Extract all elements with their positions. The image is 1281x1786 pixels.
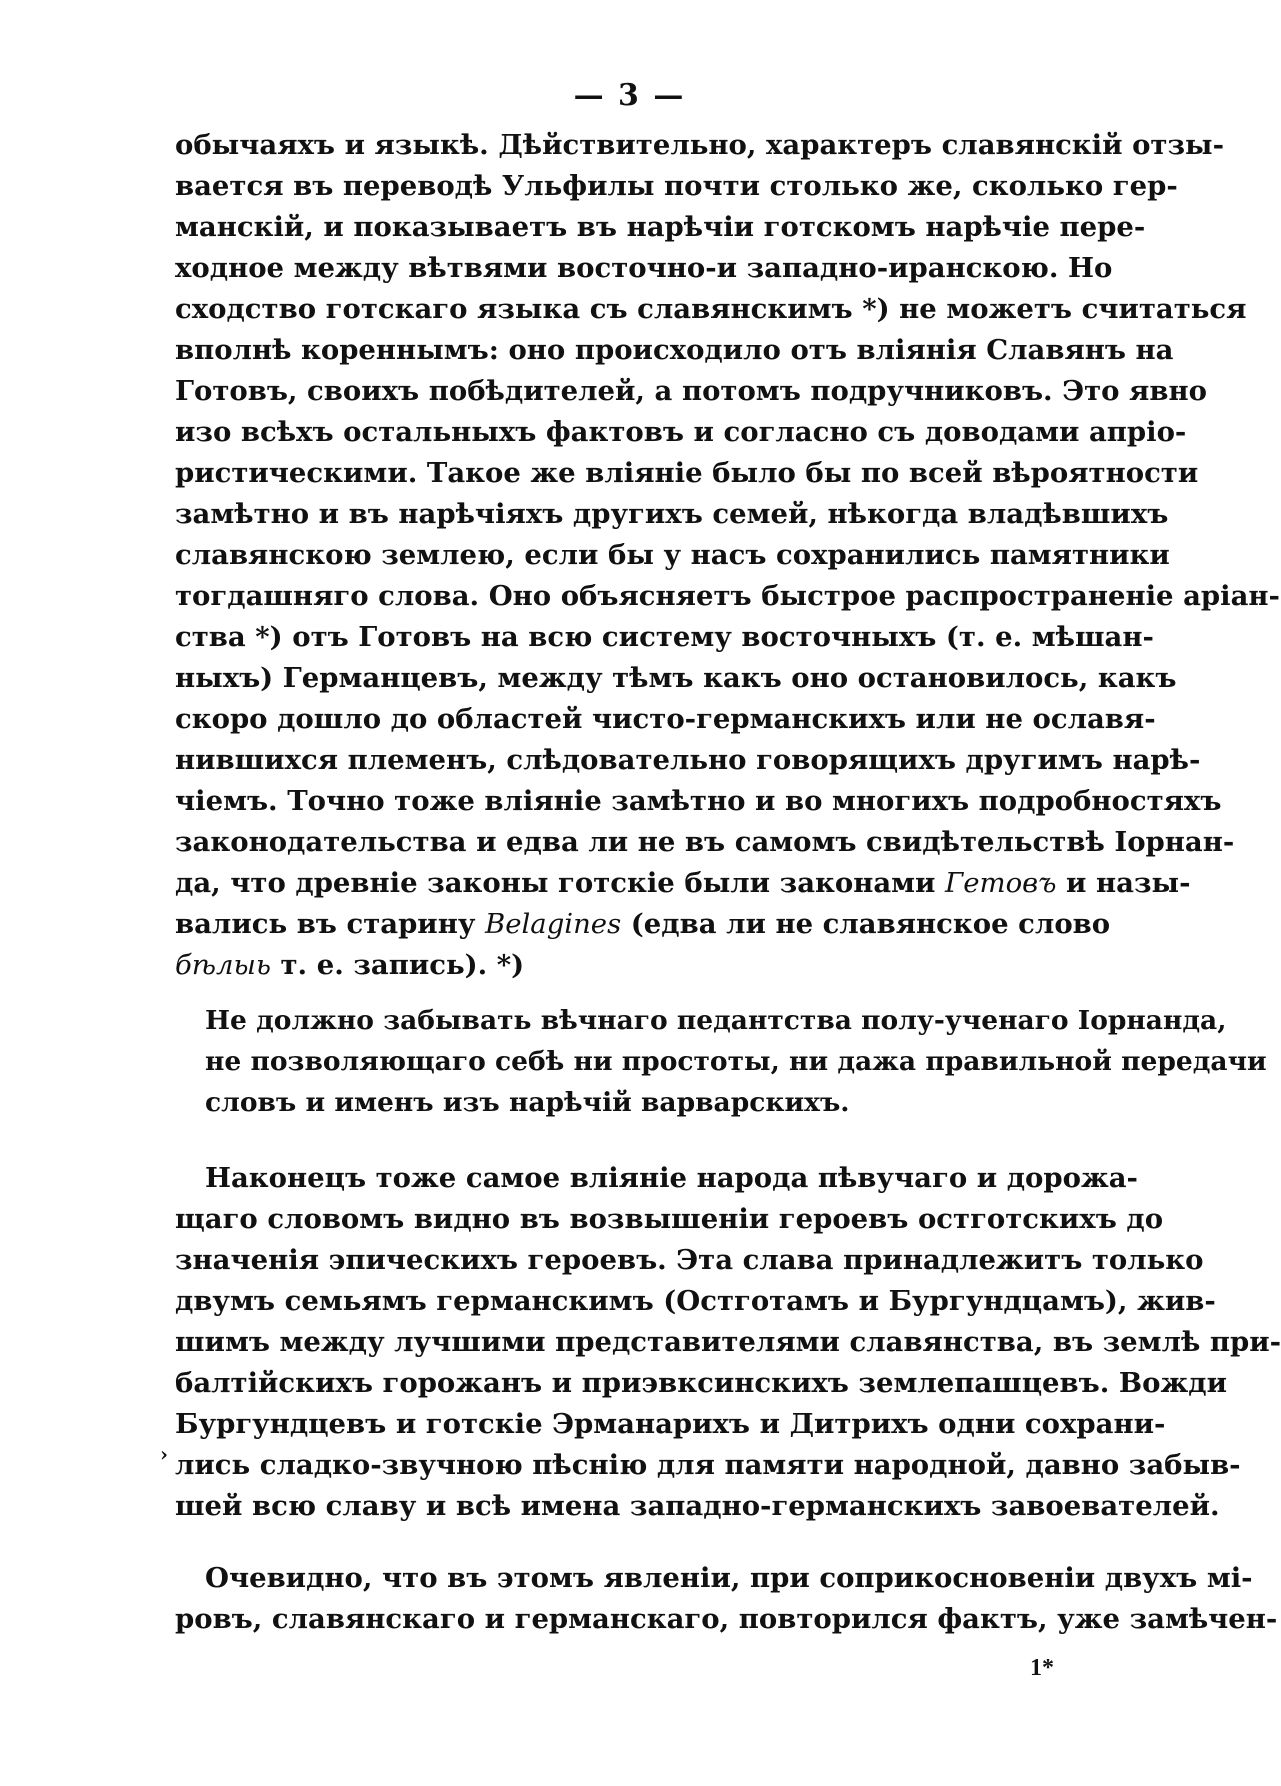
text-line (175, 904, 1111, 945)
text-line: тогдашняго слова. Оно объясняетъ быстрое распространеніе аріан- (175, 580, 1280, 612)
text-line: сходство готскаго языка съ славянскимъ *) не можетъ считаться (175, 293, 1247, 325)
text-line: чіемъ. Точно тоже вліяніе замѣтно и во многихъ подробностяхъ (175, 785, 1222, 817)
text-line: замѣтно и въ нарѣчіяхъ другихъ семей, нѣкогда владѣвшихъ (175, 498, 1169, 530)
italic-word: бѣлыь (175, 949, 271, 981)
italic-word: Гетовъ (945, 867, 1057, 899)
text-line: Наконецъ тоже самое вліяніе народа пѣвучаго и дорожа- (205, 1162, 1138, 1194)
paragraph-1 (175, 125, 1280, 986)
text-line: вается въ переводѣ Ульфилы почти столько же, сколько гер- (175, 170, 1178, 202)
margin-mark: › (160, 1442, 168, 1466)
text-line: Очевидно, что въ этомъ явленіи, при соприкосновеніи двухъ мі- (205, 1562, 1253, 1594)
paragraph-3 (175, 1158, 1281, 1527)
text-line: Бургундцевъ и готскіе Эрманарихъ и Дитрихъ одни сохрани- (175, 1408, 1166, 1440)
text-line: вполнѣ кореннымъ: оно происходило отъ вліянія Славянъ на (175, 334, 1174, 366)
text-line: скоро дошло до областей чисто-германскихъ или не ославя- (175, 703, 1156, 735)
text-line: ства *) отъ Готовъ на всю систему восточныхъ (т. е. мѣшан- (175, 621, 1154, 653)
text-line: шимъ между лучшими представителями славянства, въ землѣ при- (175, 1326, 1281, 1358)
text-run: и назы- (1056, 867, 1191, 899)
text-line: Готовъ, своихъ побѣдителей, а потомъ подручниковъ. Это явно (175, 375, 1207, 407)
text-line: балтійскихъ горожанъ и приэвксинскихъ землепашцевъ. Вожди (175, 1367, 1227, 1399)
text-line: ровъ, славянскаго и германскаго, повторился фактъ, уже замѣчен- (175, 1603, 1278, 1635)
signature-mark: 1* (1030, 1655, 1054, 1681)
text-line: лись сладко-звучною пѣснію для памяти народной, давно забыв- (175, 1449, 1241, 1481)
text-line (175, 945, 1087, 986)
text-line: ходное между вѣтвями восточно-и западно-иранскою. Но (175, 252, 1113, 284)
text-run: вались въ старину (175, 908, 486, 940)
text-run: да, что древніе законы готскіе были законами (175, 867, 946, 899)
paragraph-4 (175, 1558, 1278, 1640)
text-line: обычаяхъ и языкѣ. Дѣйствительно, характеръ славянскій отзы- (175, 129, 1225, 161)
text-line (175, 863, 1191, 904)
text-line: щаго словомъ видно въ возвышеніи героевъ остготскихъ до (175, 1203, 1164, 1235)
text-line: шей всю славу и всѣ имена западно-германскихъ завоевателей. (175, 1490, 1220, 1522)
italic-word: Belagines (485, 908, 622, 940)
page-number: — 3 — (573, 78, 686, 113)
text-line: не позволяющаго себѣ ни простоты, ни дажа правильной передачи (205, 1046, 1267, 1077)
text-line: законодательства и едва ли не въ самомъ свидѣтельствѣ Іорнан- (175, 826, 1235, 858)
text-run: (едва ли не славянское слово (621, 908, 1111, 940)
text-line: двумъ семьямъ германскимъ (Остготамъ и Бургундцамъ), жив- (175, 1285, 1216, 1317)
text-line: ристическими. Такое же вліяніе было бы по всей вѣроятности (175, 457, 1199, 489)
text-line: ныхъ) Германцевъ, между тѣмъ какъ оно остановилось, какъ (175, 662, 1177, 694)
text-line: славянскою землею, если бы у насъ сохранились памятники (175, 539, 1170, 571)
text-line: манскій, и показываетъ въ нарѣчіи готскомъ нарѣчіе пере- (175, 211, 1146, 243)
text-line: Не должно забывать вѣчнаго педантства полу-ученаго Іорнанда, (205, 1005, 1227, 1036)
paragraph-2 (205, 1000, 1267, 1123)
text-line: изо всѣхъ остальныхъ фактовъ и согласно съ доводами апріо- (175, 416, 1187, 448)
text-line: нившихся племенъ, слѣдовательно говорящихъ другимъ нарѣ- (175, 744, 1201, 776)
text-line: значенія эпическихъ героевъ. Эта слава принадлежитъ только (175, 1244, 1204, 1276)
text-line: словъ и именъ изъ нарѣчій варварскихъ. (205, 1087, 850, 1118)
text-run: т. е. запись). *) (270, 949, 525, 981)
